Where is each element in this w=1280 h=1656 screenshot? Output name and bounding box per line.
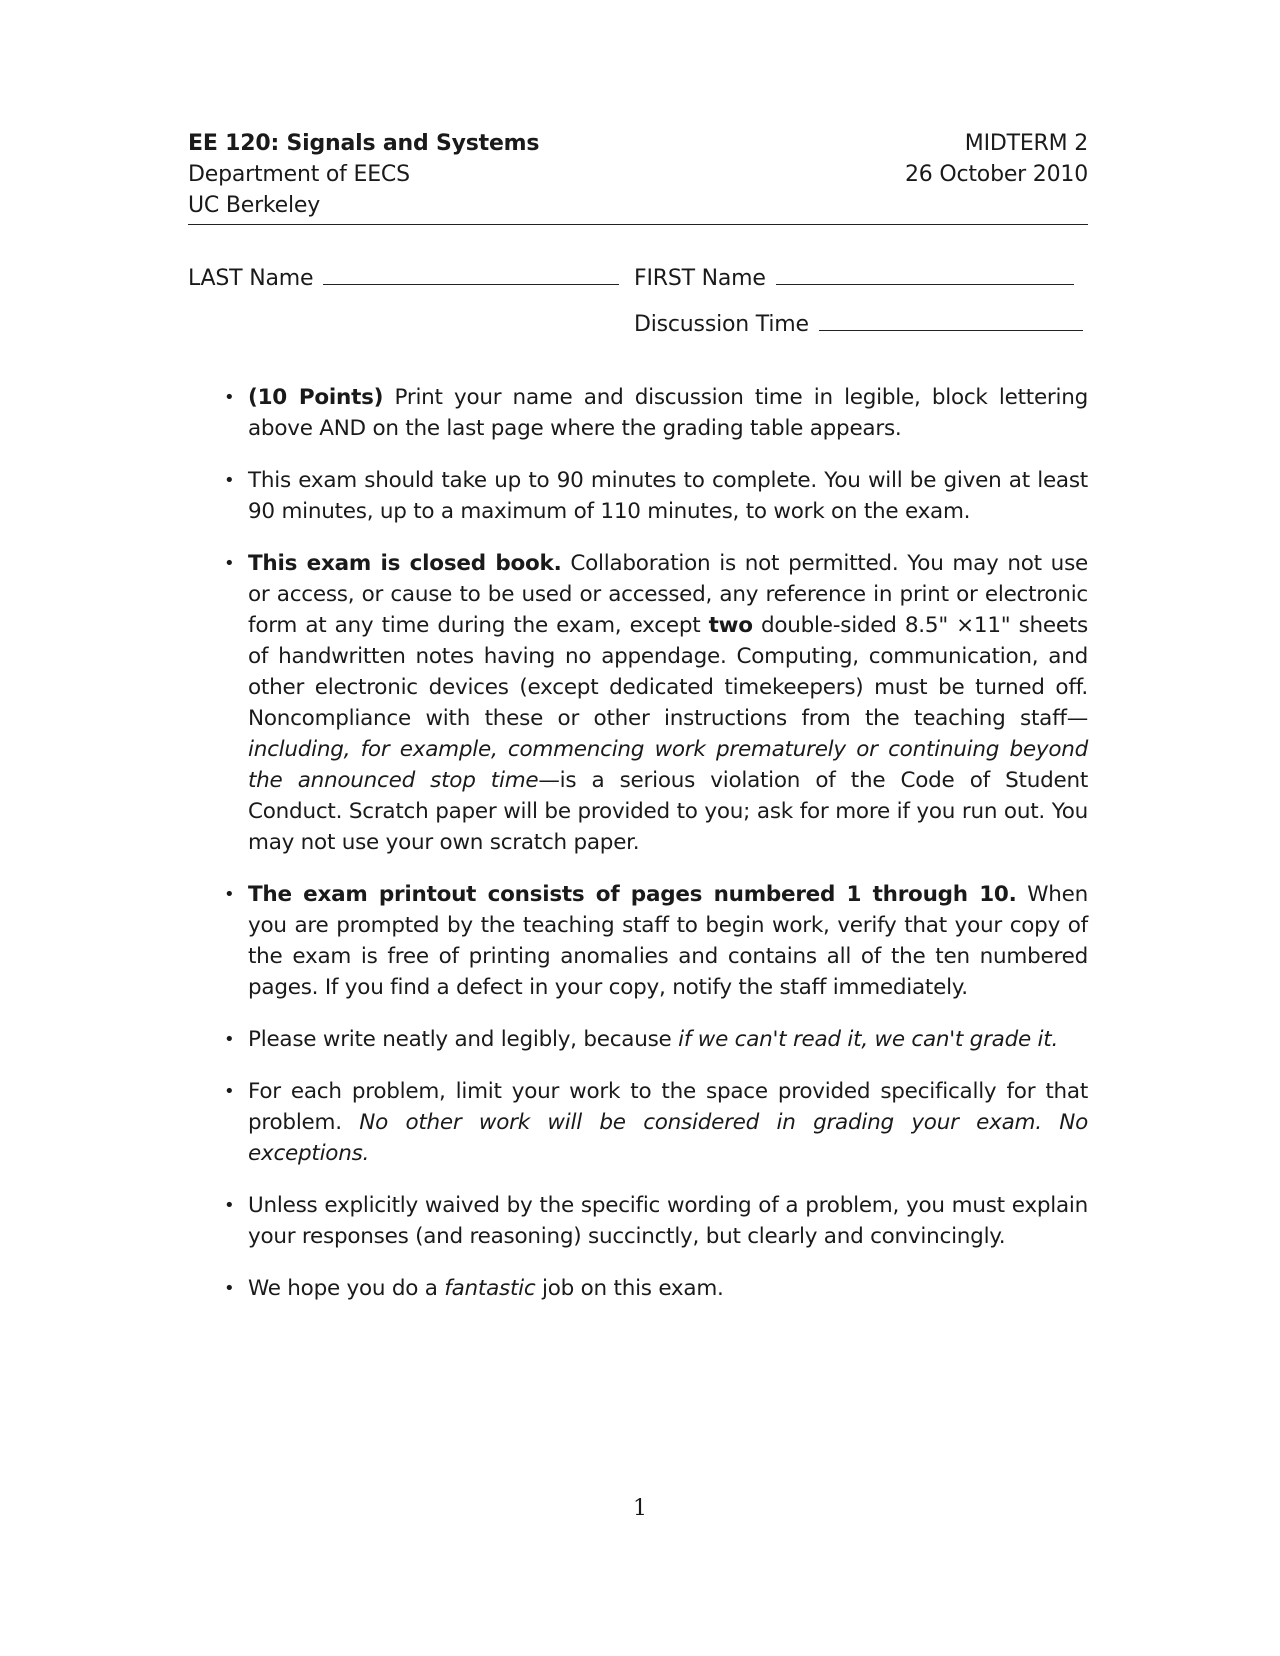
bullet-icon: • [224,1278,235,1299]
list-item: • This exam should take up to 90 minutes to complete. You will be given at least 90 minutes, up to a maximum of 110 minutes, to work on the exam. [222,465,1088,527]
exam-name: MIDTERM 2 [964,131,1088,156]
bullet-icon: • [224,1029,235,1050]
discussion-time-label: Discussion Time [634,312,809,337]
bullet-icon: • [224,553,235,574]
last-name-field[interactable] [188,262,619,294]
department: Department of EECS [188,162,410,187]
course-title: EE 120: Signals and Systems [188,131,540,156]
list-item: • We hope you do a fantastic job on this exam. [222,1273,1088,1304]
list-item: • For each problem, limit your work to the space provided specifically for that problem. No other work will be considered in grading your exam. No exceptions. [222,1076,1088,1169]
first-name-blank[interactable] [776,262,1074,285]
university: UC Berkeley [188,193,321,218]
page-number: 1 [633,1496,647,1521]
list-item: • The exam printout consists of pages numbered 1 through 10. When you are prompted by the teaching staff to begin work, verify that your copy of the exam is free of printing anomalies and contains all of the ten numbered pages. If you find a defect in your copy, notify the staff immediately. [222,879,1088,1003]
bullet-icon: • [224,1081,235,1102]
last-name-label: LAST Name [188,266,314,291]
list-item: • Unless explicitly waived by the specific wording of a problem, you must explain your responses (and reasoning) succinctly, but clearly and convincingly. [222,1190,1088,1252]
discussion-time-blank[interactable] [819,308,1083,331]
exam-date: 26 October 2010 [904,162,1088,187]
bullet-icon: • [224,884,235,905]
exam-header [188,128,1088,221]
list-item: • (10 Points) Print your name and discussion time in legible, block lettering above AND on the last page where the grading table appears. [222,382,1088,444]
list-item: • This exam is closed book. Collaboration is not permitted. You may not use or access, or cause to be used or accessed, any reference in print or electronic form at any time during the exam, except two double-sided 8.5" ×11" sheets of handwritten notes having no appendage. Computing, communication, and other electronic devices (except dedicated timekeepers) must be turned off. Noncompliance with these or other instructions from the teaching staff—including, for example, commencing work prematurely or continuing beyond the announced stop time—is a serious violation of the Code of Student Conduct. Scratch paper will be provided to you; ask for more if you run out. You may not use your own scratch paper. [222,548,1088,858]
bullet-icon: • [224,387,235,408]
bullet-icon: • [224,470,235,491]
header-divider [188,224,1088,225]
instructions-list [222,382,1088,1325]
first-name-label: FIRST Name [634,266,766,291]
first-name-field[interactable] [634,262,1074,294]
list-item: • Please write neatly and legibly, because if we can't read it, we can't grade it. [222,1024,1088,1055]
bullet-icon: • [224,1195,235,1216]
discussion-time-field[interactable] [634,308,1083,340]
last-name-blank[interactable] [323,262,619,285]
